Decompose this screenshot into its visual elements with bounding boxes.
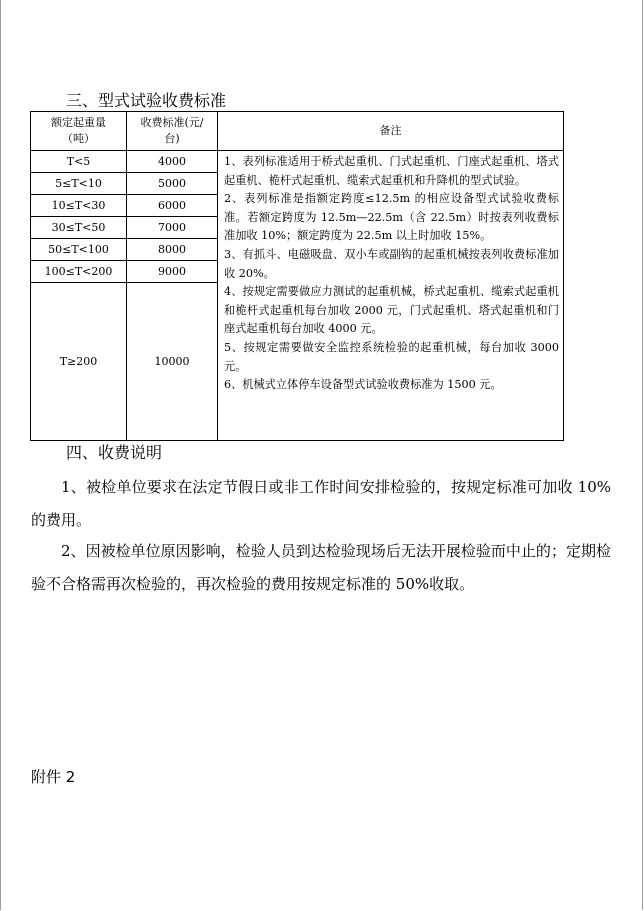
note-item: 5、按规定需要做安全监控系统检验的起重机械，每台加收 3000 元。 <box>224 340 559 373</box>
header-fee-line2: 台) <box>164 132 180 145</box>
fee-standard-table <box>30 111 564 441</box>
capacity-cell: 5≤T<10 <box>31 173 127 195</box>
attachment-label: 附件 2 <box>31 768 76 786</box>
capacity-cell: 50≤T<100 <box>31 239 127 261</box>
fee-cell: 5000 <box>127 173 218 195</box>
table-row <box>31 151 564 173</box>
fee-cell: 8000 <box>127 239 218 261</box>
fee-cell: 9000 <box>127 261 218 283</box>
header-capacity-line1: 额定起重量 <box>51 116 106 129</box>
capacity-cell: 100≤T<200 <box>31 261 127 283</box>
fee-cell: 10000 <box>127 283 218 441</box>
fee-cell: 6000 <box>127 195 218 217</box>
table-header-row <box>31 112 564 151</box>
note-item: 1、表列标准适用于桥式起重机、门式起重机、门座式起重机、塔式起重机、桅杆式起重机、缆索式起重机和升降机的型式试验。 <box>224 155 559 187</box>
note-item: 2、表列标准是指额定跨度≤12.5m 的相应设备型式试验收费标准。若额定跨度为 12.5m—22.5m（含 22.5m）时按表列收费标准加收 10%；额定跨度为 22.5m 以上时加收 15%。 <box>224 192 559 243</box>
fee-note-paragraph: 2、因被检单位原因影响，检验人员到达检验现场后无法开展检验而中止的；定期检验不合格需再次检验的，再次检验的费用按规定标准的 50%收取。 <box>31 542 611 593</box>
header-fee-line1: 收费标准(元/ <box>140 116 204 129</box>
header-capacity-line2: （吨） <box>62 132 95 145</box>
notes-cell <box>218 151 564 441</box>
section-4-title: 四、收费说明 <box>66 443 163 462</box>
header-notes: 备注 <box>218 112 564 151</box>
capacity-cell: 10≤T<30 <box>31 195 127 217</box>
capacity-cell: T≥200 <box>31 283 127 441</box>
fee-cell: 7000 <box>127 217 218 239</box>
capacity-cell: 30≤T<50 <box>31 217 127 239</box>
section-3-title: 三、型式试验收费标准 <box>66 91 227 110</box>
note-item: 3、有抓斗、电磁吸盘、双小车或副钩的起重机械按表列收费标准加收 20%。 <box>224 247 559 280</box>
header-capacity <box>31 112 127 151</box>
note-item: 4、按规定需要做应力测试的起重机械，桥式起重机、缆索式起重机和桅杆式起重机每台加收 2000 元，门式起重机、塔式起重机和门座式起重机每台加收 4000 元。 <box>224 285 559 336</box>
fee-note-paragraph: 1、被检单位要求在法定节假日或非工作时间安排检验的，按规定标准可加收 10%的费用。 <box>31 478 611 529</box>
header-fee <box>127 112 218 151</box>
capacity-cell: T<5 <box>31 151 127 173</box>
note-item: 6、机械式立体停车设备型式试验收费标准为 1500 元。 <box>224 378 502 392</box>
fee-cell: 4000 <box>127 151 218 173</box>
